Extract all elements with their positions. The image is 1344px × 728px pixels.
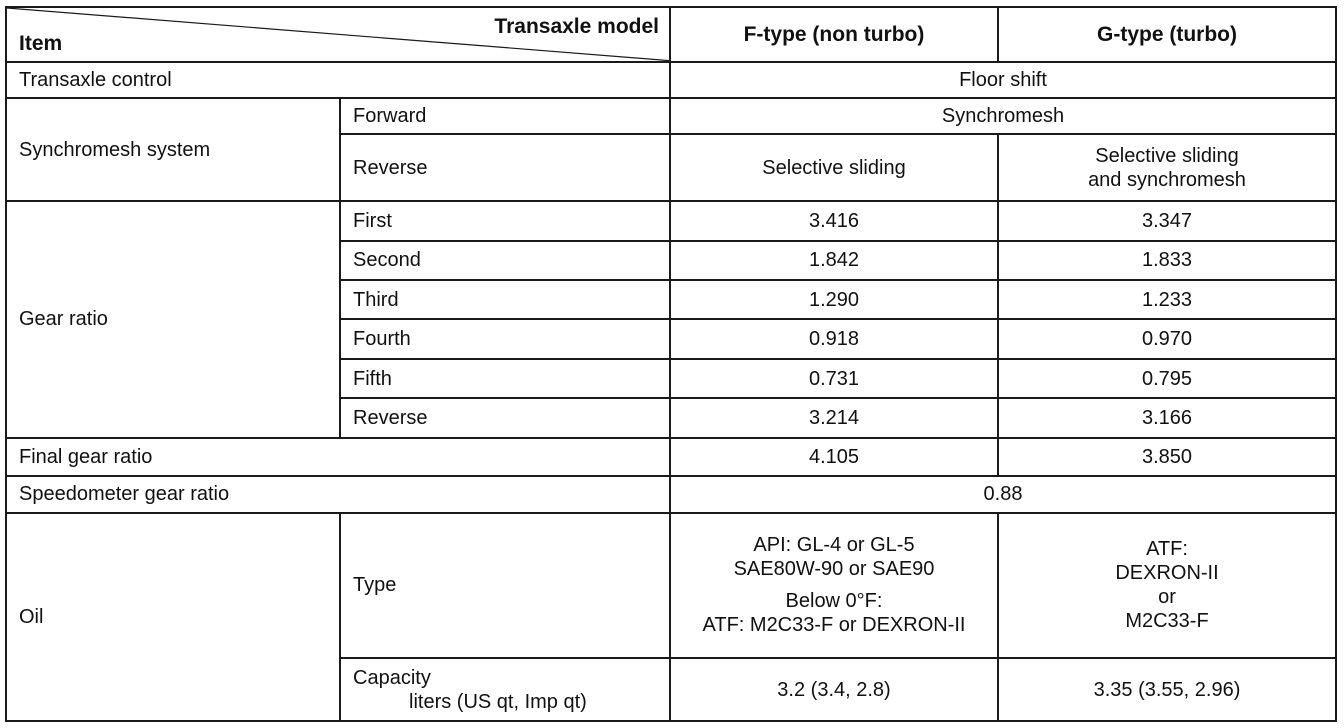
final-gear-row bbox=[6, 438, 1336, 476]
transaxle-control-value: Floor shift bbox=[670, 62, 1336, 98]
gear-name: Fourth bbox=[340, 319, 670, 358]
oil-type-f-line-3: Below 0°F: bbox=[785, 590, 883, 613]
header-row bbox=[6, 7, 1336, 62]
reverse-g-line-2: and synchromesh bbox=[1088, 168, 1246, 191]
oil-type-g-value bbox=[998, 513, 1336, 659]
oil-type-g-line-2: DEXRON-II bbox=[1115, 562, 1219, 585]
reverse-label: Reverse bbox=[340, 134, 670, 201]
speedometer-label: Speedometer gear ratio bbox=[6, 476, 670, 512]
gear-f-value: 3.416 bbox=[670, 201, 998, 240]
reverse-g-value bbox=[998, 134, 1336, 201]
gear-f-value: 1.842 bbox=[670, 241, 998, 280]
gear-f-value: 3.214 bbox=[670, 398, 998, 437]
oil-type-g-line-3: or bbox=[1158, 586, 1176, 609]
oil-capacity-f-value: 3.2 (3.4, 2.8) bbox=[670, 658, 998, 721]
transaxle-control-row bbox=[6, 62, 1336, 98]
synchromesh-system-label: Synchromesh system bbox=[6, 98, 340, 201]
reverse-f-value: Selective sliding bbox=[670, 134, 998, 201]
gear-name: Third bbox=[340, 280, 670, 319]
oil-type-f-line-1: API: GL-4 or GL-5 bbox=[753, 534, 915, 557]
gear-f-value: 0.731 bbox=[670, 359, 998, 398]
oil-type-f-line-4: ATF: M2C33-F or DEXRON-II bbox=[702, 614, 966, 637]
g-type-header: G-type (turbo) bbox=[998, 7, 1336, 62]
oil-type-label: Type bbox=[340, 513, 670, 659]
speedometer-value: 0.88 bbox=[670, 476, 1336, 512]
final-gear-label: Final gear ratio bbox=[6, 438, 670, 476]
final-gear-g-value: 3.850 bbox=[998, 438, 1336, 476]
gear-g-value: 1.833 bbox=[998, 241, 1336, 280]
gear-name: Fifth bbox=[340, 359, 670, 398]
oil-capacity-unit: liters (US qt, Imp qt) bbox=[409, 690, 587, 713]
oil-capacity-label-cell bbox=[340, 658, 670, 721]
gear-ratio-row bbox=[6, 201, 1336, 240]
gear-name: Second bbox=[340, 241, 670, 280]
oil-capacity-g-value: 3.35 (3.55, 2.96) bbox=[998, 658, 1336, 721]
gear-ratio-label: Gear ratio bbox=[6, 201, 340, 438]
gear-g-value: 3.347 bbox=[998, 201, 1336, 240]
final-gear-f-value: 4.105 bbox=[670, 438, 998, 476]
oil-type-g-line-4: M2C33-F bbox=[1125, 610, 1209, 633]
transaxle-spec-table bbox=[5, 6, 1337, 722]
item-model-header-cell bbox=[6, 7, 670, 62]
gear-f-value: 0.918 bbox=[670, 319, 998, 358]
gear-name: First bbox=[340, 201, 670, 240]
transaxle-control-label: Transaxle control bbox=[6, 62, 670, 98]
item-header: Item bbox=[19, 32, 63, 56]
synchromesh-forward-row bbox=[6, 98, 1336, 134]
gear-g-value: 0.795 bbox=[998, 359, 1336, 398]
oil-type-f-line-2: SAE80W-90 or SAE90 bbox=[733, 558, 935, 581]
gear-name: Reverse bbox=[340, 398, 670, 437]
transaxle-model-header: Transaxle model bbox=[494, 15, 659, 38]
oil-type-g-line-1: ATF: bbox=[1146, 538, 1188, 561]
f-type-header: F-type (non turbo) bbox=[670, 7, 998, 62]
gear-g-value: 3.166 bbox=[998, 398, 1336, 437]
forward-label: Forward bbox=[340, 98, 670, 134]
oil-capacity-label: Capacity bbox=[353, 666, 431, 689]
reverse-g-line-1: Selective sliding bbox=[1095, 144, 1239, 167]
oil-type-f-value bbox=[670, 513, 998, 659]
oil-label: Oil bbox=[6, 513, 340, 721]
speedometer-row bbox=[6, 476, 1336, 512]
oil-type-row bbox=[6, 513, 1336, 659]
gear-f-value: 1.290 bbox=[670, 280, 998, 319]
gear-g-value: 0.970 bbox=[998, 319, 1336, 358]
gear-g-value: 1.233 bbox=[998, 280, 1336, 319]
forward-value: Synchromesh bbox=[670, 98, 1336, 134]
